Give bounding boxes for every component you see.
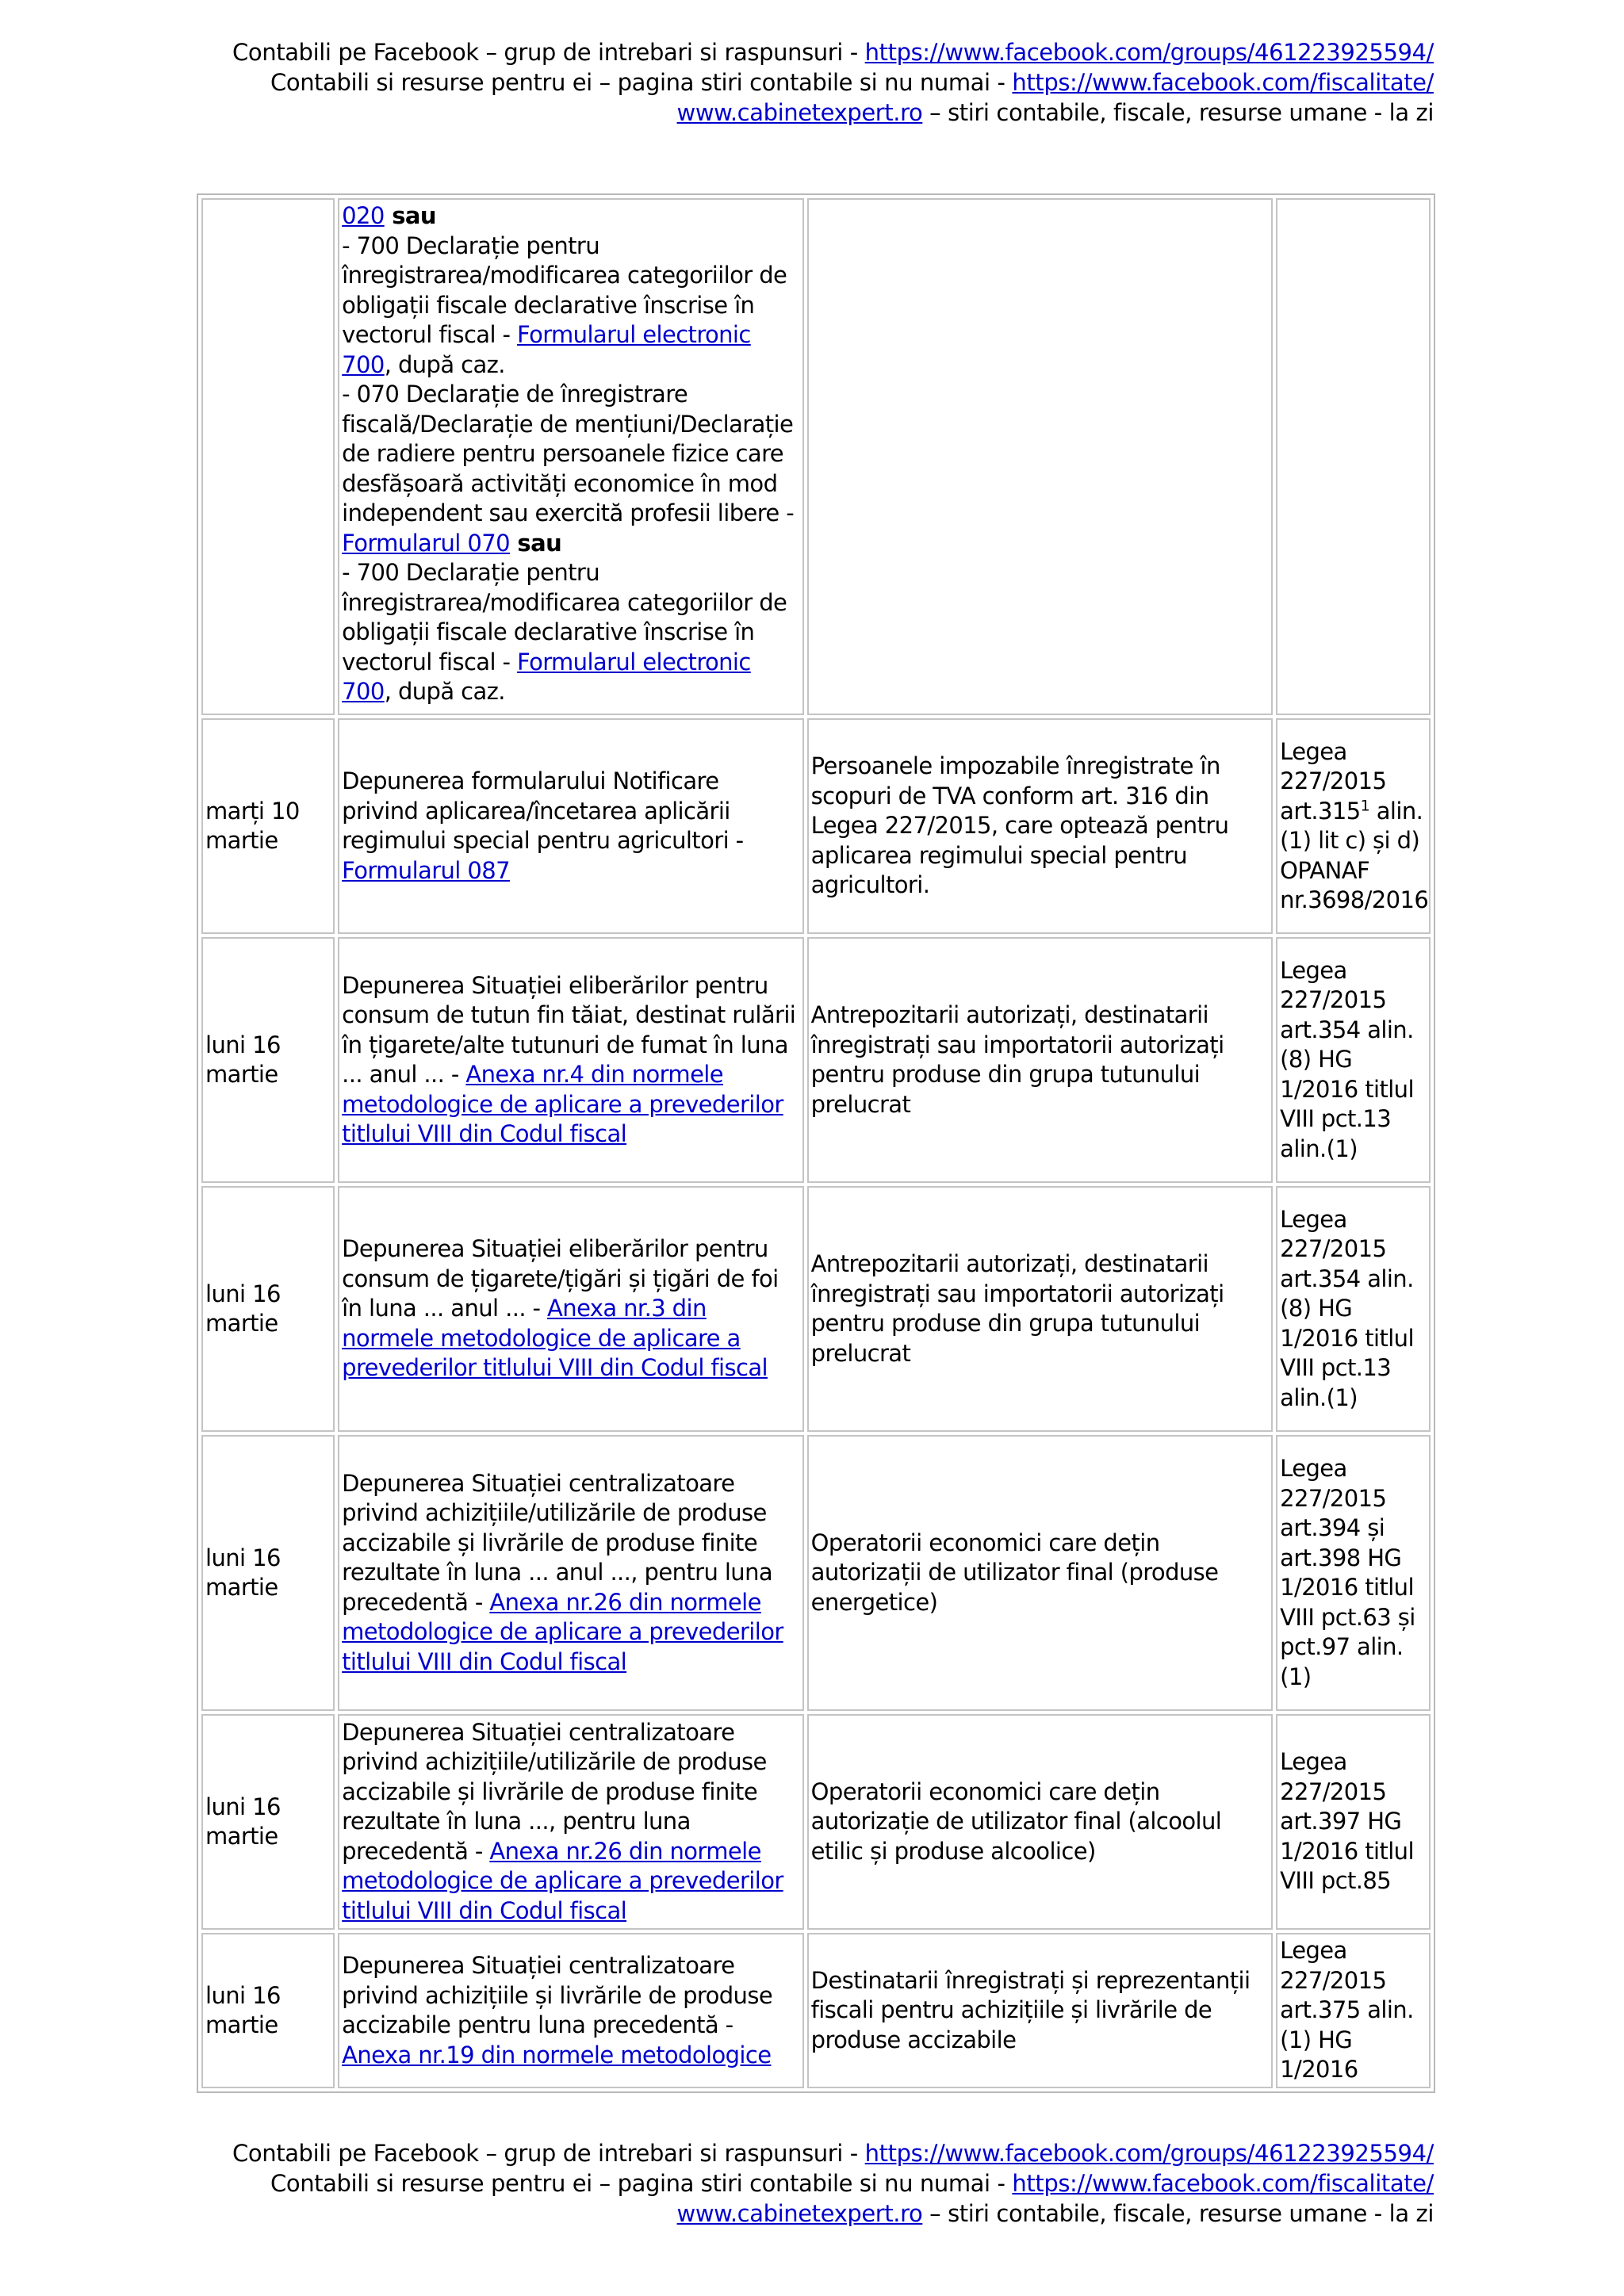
- form-087-link[interactable]: Formularul 087: [342, 856, 510, 884]
- description-bold: sau: [509, 529, 562, 557]
- date-text: luni 16 martie: [205, 1793, 281, 1850]
- header-group-link[interactable]: https://www.facebook.com/groups/461223925594/: [864, 39, 1434, 66]
- footer-group-text: Contabili pe Facebook – grup de intrebari si raspunsuri -: [232, 2140, 865, 2167]
- law-cell: [1276, 1435, 1431, 1711]
- description-text: , după caz.: [384, 678, 505, 705]
- annex-4-link[interactable]: Anexa nr.4 din normele metodologice de aplicare a prevederilor titlului VIII din Codul fiscal: [342, 1061, 783, 1147]
- description-cell: [338, 718, 804, 934]
- who-text: Antrepozitarii autorizați, destinatarii înregistrați sau importatorii autorizați pentru produse din grupa tutunului prelucrat: [810, 1250, 1224, 1367]
- header-line-website: [232, 98, 1434, 128]
- page-footer: [232, 2138, 1434, 2229]
- description-text: - 070 Declarație de înregistrare fiscală/Declarație de mențiuni/Declarație de radiere pentru persoanele fizice care desfășoară activități economice în mod independent sau exercită profesii libere -: [342, 381, 795, 526]
- header-page-link[interactable]: https://www.facebook.com/fiscalitate/: [1012, 69, 1434, 96]
- description-cell: [338, 1435, 804, 1711]
- footer-line-facebook-group: [232, 2138, 1434, 2168]
- who-text: Antrepozitarii autorizați, destinatarii înregistrați sau importatorii autorizați pentru produse din grupa tutunului prelucrat: [810, 1001, 1224, 1118]
- table-row: [201, 937, 1431, 1183]
- date-text: luni 16 martie: [205, 1544, 281, 1601]
- who-cell: [807, 1933, 1274, 2088]
- who-text: Destinatarii înregistrați și reprezentanții fiscali pentru achizițiile și livrările de produse accizabile: [810, 1966, 1251, 2053]
- law-cell: [1276, 198, 1431, 715]
- law-text: Legea 227/2015 art.397 HG 1/2016 titlul VIII pct.85: [1280, 1748, 1414, 1895]
- who-text: Operatorii economici care dețin autorizație de utilizator final (alcoolul etilic și produse alcoolice): [810, 1777, 1222, 1865]
- footer-website-link[interactable]: www.cabinetexpert.ro: [676, 2200, 923, 2227]
- date-cell: [201, 198, 335, 715]
- who-text: Operatorii economici care dețin autorizații de utilizator final (produse energetice): [810, 1529, 1219, 1616]
- date-cell: [201, 1435, 335, 1711]
- law-text: Legea 227/2015 art.354 alin.(8) HG 1/2016 titlul VIII pct.13 alin.(1): [1280, 1205, 1414, 1411]
- footer-website-text: – stiri contabile, fiscale, resurse umane - la zi: [922, 2200, 1434, 2227]
- annex-19-link[interactable]: Anexa nr.19 din normele metodologice: [342, 2041, 772, 2068]
- description-text: Depunerea Situației eliberărilor pentru consum de tutun fin tăiat, destinat rulării în țigarete/alte tutunuri de fumat în luna ... anul ... -: [342, 971, 796, 1088]
- date-cell: [201, 1933, 335, 2088]
- description-text: Depunerea formularului Notificare privind aplicarea/încetarea aplicării regimului special pentru agricultori -: [342, 767, 744, 854]
- date-text: luni 16 martie: [205, 1981, 281, 2038]
- annex-3-link[interactable]: Anexa nr.3 din normele metodologice de aplicare a prevederilor titlului VIII din Codul fiscal: [342, 1295, 768, 1382]
- header-website-link[interactable]: www.cabinetexpert.ro: [676, 99, 923, 126]
- footer-group-link[interactable]: https://www.facebook.com/groups/461223925594/: [864, 2140, 1434, 2167]
- description-text: Depunerea Situației centralizatoare privind achizițiile/utilizările de produse accizabile și livrările de produse finite rezultate în luna ... anul ..., pentru luna precedentă -: [342, 1469, 773, 1616]
- description-text: Depunerea Situației centralizatoare privind achizițiile și livrările de produse accizabile pentru luna precedentă -: [342, 1952, 773, 2038]
- law-text: Legea 227/2015 art.315: [1280, 737, 1387, 825]
- header-page-text: Contabili si resurse pentru ei – pagina stiri contabile si nu numai -: [270, 69, 1013, 96]
- header-line-facebook-group: [232, 37, 1434, 67]
- law-text: Legea 227/2015 art.354 alin. (8) HG 1/2016 titlul VIII pct.13 alin.(1): [1280, 956, 1414, 1162]
- date-cell: [201, 1714, 335, 1930]
- footer-page-link[interactable]: https://www.facebook.com/fiscalitate/: [1012, 2170, 1434, 2197]
- header-group-text: Contabili pe Facebook – grup de intrebari si raspunsuri -: [232, 39, 865, 66]
- footer-line-website: [232, 2198, 1434, 2229]
- who-cell: [807, 1435, 1274, 1711]
- law-text: Legea 227/2015 art.394 și art.398 HG 1/2016 titlul VIII pct.63 și pct.97 alin.(1): [1280, 1455, 1415, 1690]
- fiscal-calendar-table: [197, 193, 1435, 2093]
- form-700-link[interactable]: Formularul electronic 700: [342, 321, 751, 378]
- date-cell: [201, 1186, 335, 1432]
- table-row: [201, 1933, 1431, 2088]
- annex-26-link[interactable]: Anexa nr.26 din normele metodologice de aplicare a prevederilor titlului VIII din Codul fiscal: [342, 1837, 783, 1924]
- date-text: luni 16 martie: [205, 1031, 281, 1088]
- date-text: marți 10 martie: [205, 797, 300, 854]
- who-cell: [807, 198, 1274, 715]
- date-cell: [201, 718, 335, 934]
- description-cell: [338, 1933, 804, 2088]
- header-website-text: – stiri contabile, fiscale, resurse umane - la zi: [922, 99, 1434, 126]
- description-cell: [338, 198, 804, 715]
- page-header: [232, 37, 1434, 128]
- description-text: Depunerea Situației eliberărilor pentru consum de țigarete/țigări și țigări de foi în luna ... anul ... -: [342, 1235, 779, 1322]
- law-cell: [1276, 1714, 1431, 1930]
- law-text: Legea 227/2015 art.375 alin.(1) HG 1/2016: [1280, 1937, 1414, 2084]
- description-text: - 700 Declarație pentru înregistrarea/modificarea categoriilor de obligații fiscale declarative înscrise în vectorul fiscal -: [342, 232, 787, 348]
- law-cell: [1276, 1186, 1431, 1432]
- who-cell: [807, 1186, 1274, 1432]
- table-row: [201, 1435, 1431, 1711]
- law-cell: [1276, 1933, 1431, 2088]
- date-text: luni 16 martie: [205, 1280, 281, 1337]
- law-cell: [1276, 718, 1431, 934]
- description-cell: [338, 1714, 804, 1930]
- law-superscript: 1: [1360, 796, 1370, 814]
- description-text: , după caz.: [384, 350, 505, 378]
- description-text: - 700 Declarație pentru înregistrarea/modificarea categoriilor de obligații fiscale declarative înscrise în vectorul fiscal -: [342, 559, 787, 675]
- header-line-facebook-page: [232, 67, 1434, 98]
- form-700-link[interactable]: Formularul electronic 700: [342, 648, 751, 705]
- description-bold: sau: [384, 202, 436, 229]
- table-row: [201, 198, 1431, 715]
- law-cell: [1276, 937, 1431, 1183]
- who-cell: [807, 1714, 1274, 1930]
- who-cell: [807, 718, 1274, 934]
- table-row: [201, 718, 1431, 934]
- table-row: [201, 1186, 1431, 1432]
- description-cell: [338, 1186, 804, 1432]
- who-cell: [807, 937, 1274, 1183]
- who-text: Persoanele impozabile înregistrate în scopuri de TVA conform art. 316 din Legea 227/2015, care optează pentru aplicarea regimului special pentru agricultori.: [810, 752, 1229, 899]
- form-020-link[interactable]: 020: [342, 202, 385, 229]
- footer-page-text: Contabili si resurse pentru ei – pagina stiri contabile si nu numai -: [270, 2170, 1013, 2197]
- footer-line-facebook-page: [232, 2168, 1434, 2198]
- description-text: Depunerea Situației centralizatoare privind achizițiile/utilizările de produse accizabile și livrările de produse finite rezultate în luna ..., pentru luna precedentă -: [342, 1718, 767, 1865]
- table-row: [201, 1714, 1431, 1930]
- description-cell: [338, 937, 804, 1183]
- annex-26-link[interactable]: Anexa nr.26 din normele metodologice de aplicare a prevederilor titlului VIII din Codul fiscal: [342, 1588, 783, 1675]
- law-text: alin.(1) lit c) și d) OPANAF nr.3698/2016: [1280, 797, 1429, 913]
- form-070-link[interactable]: Formularul 070: [342, 529, 510, 557]
- date-cell: [201, 937, 335, 1183]
